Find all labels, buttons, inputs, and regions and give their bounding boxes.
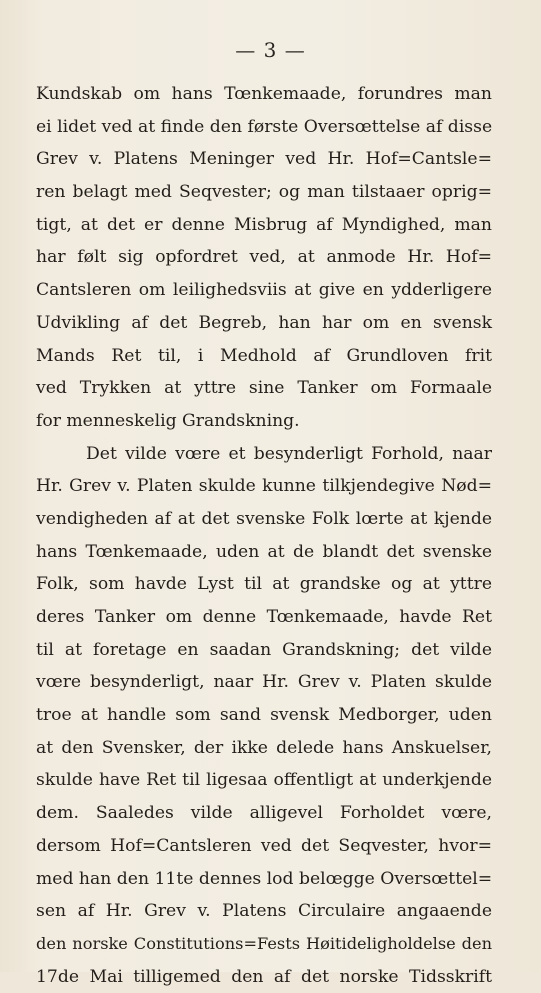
text-line: Udvikling af det Begreb, han har om en svensk [36, 312, 492, 333]
text-line: Mands Ret til, i Medhold af Grundloven frit [36, 345, 492, 366]
text-line: vendigheden af at det svenske Folk lœrte at kjende [36, 508, 492, 529]
text-line: at den Svensker, der ikke delede hans Anskuelser, [36, 737, 492, 758]
text-line: troe at handle som sand svensk Medborger, uden [36, 705, 492, 726]
text-line: har følt sig opfordret ved, at anmode Hr. Hof= [36, 247, 492, 268]
text-line: skulde have Ret til ligesaa offentligt at underkjende [36, 770, 492, 791]
text-line: den norske Constitutions=Fests Høitideligholdelse den [36, 933, 492, 953]
text-line: Det vilde vœre et besynderligt Forhold, naar [86, 443, 492, 464]
text-line: sen af Hr. Grev v. Platens Circulaire angaaende [36, 901, 492, 922]
text-line: dem. Saaledes vilde alligevel Forholdet vœre, [36, 803, 492, 824]
text-line: ren belagt med Seqvester; og man tilstaaer oprig= [36, 182, 492, 203]
text-line: Kundskab om hans Tœnkemaade, forundres man [36, 84, 492, 104]
text-line: dersom Hof=Cantsleren ved det Seqvester, hvor= [36, 835, 492, 856]
text-line: ei lidet ved at finde den første Oversœttelse af disse [36, 116, 493, 137]
text-line: ved Trykken at yttre sine Tanker om Formaale [36, 378, 492, 399]
text-line: vœre besynderligt, naar Hr. Grev v. Platen skulde [36, 672, 492, 693]
text-line: tigt, at det er denne Misbrug af Myndighed, man [36, 214, 492, 235]
text-line: med han den 11te dennes lod belœgge Oversœttel= [36, 868, 493, 889]
body-text [36, 78, 492, 993]
text-line: Folk, som havde Lyst til at grandske og at yttre [36, 574, 492, 595]
text-line: 17de Mai tilligemed den af det norske Tidsskrift [36, 966, 492, 987]
text-line: deres Tanker om denne Tœnkemaade, havde Ret [36, 607, 492, 627]
text-line: Hr. Grev v. Platen skulde kunne tilkjendegive Nød= [36, 476, 492, 497]
text-line: til at foretage en saadan Grandskning; det vilde [36, 639, 492, 660]
text-line: Grev v. Platens Meninger ved Hr. Hof=Cantsle= [36, 149, 492, 170]
page-number: — 3 — [235, 38, 306, 62]
text-line: hans Tœnkemaade, uden at de blandt det svenske [36, 541, 492, 562]
text-line: Cantsleren om leilighedsviis at give en ydderligere [36, 280, 492, 301]
text-line: for menneskelig Grandskning. [36, 410, 300, 431]
